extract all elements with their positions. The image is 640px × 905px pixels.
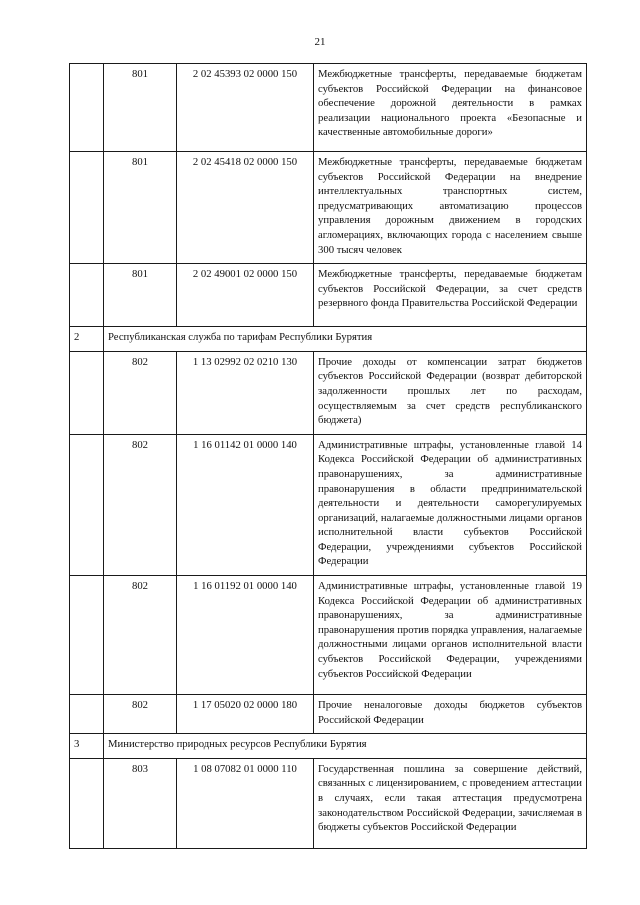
budget-code-cell: 2 02 45418 02 0000 150 [177,152,314,264]
section-number-cell: 2 [70,327,104,352]
budget-code-cell: 1 16 01142 01 0000 140 [177,434,314,575]
description-cell: Межбюджетные трансферты, передаваемые бюджетам субъектов Российской Федерации на внедрение интеллектуальных транспортных систем, предусматривающих автоматизацию процессов управления дорожным движением в городских агломерациях, включающих города с населением свыше 300 тысяч человек [314,152,587,264]
table-row [70,351,587,434]
description-cell: Межбюджетные трансферты, передаваемые бюджетам субъектов Российской Федерации на финансовое обеспечение дорожной деятельности в рамках реализации национального проекта «Безопасные и качественные автомобильные дороги» [314,64,587,152]
row-number-cell [70,758,104,848]
table-row [70,64,587,152]
section-title-cell: Республиканская служба по тарифам Республики Бурятия [104,327,587,352]
budget-code-cell: 1 08 07082 01 0000 110 [177,758,314,848]
admin-code-cell: 803 [104,758,177,848]
description-cell: Прочие доходы от компенсации затрат бюджетов субъектов Российской Федерации (возврат дебиторской задолженности прошлых лет по расходам, осуществляемым за счет средств республиканского бюджета) [314,351,587,434]
admin-code-cell: 802 [104,434,177,575]
section-title-cell: Министерство природных ресурсов Республики Бурятия [104,734,587,759]
row-number-cell [70,351,104,434]
budget-code-cell: 1 13 02992 02 0210 130 [177,351,314,434]
admin-code-cell: 802 [104,695,177,734]
table-row [70,152,587,264]
table-row [70,695,587,734]
row-number-cell [70,576,104,695]
table-row [70,264,587,327]
table-row [70,434,587,575]
budget-code-cell: 2 02 49001 02 0000 150 [177,264,314,327]
revenue-codes-table [69,63,587,849]
description-cell: Административные штрафы, установленные главой 19 Кодекса Российской Федерации об административных правонарушениях, за административные правонарушения против порядка управления, налагаемые должностными лицами органов исполнительной власти субъектов Российской Федерации, учреждениями субъектов Российской Федерации [314,576,587,695]
budget-code-cell: 2 02 45393 02 0000 150 [177,64,314,152]
section-row [70,327,587,352]
row-number-cell [70,695,104,734]
admin-code-cell: 801 [104,64,177,152]
description-cell: Государственная пошлина за совершение действий, связанных с лицензированием, с проведением аттестации в случаях, если такая аттестация предусмотрена законодательством Российской Федерации, зачисляемая в бюджеты субъектов Российской Федерации [314,758,587,848]
row-number-cell [70,434,104,575]
row-number-cell [70,64,104,152]
description-cell: Межбюджетные трансферты, передаваемые бюджетам субъектов Российской Федерации, за счет средств резервного фонда Правительства Российской Федерации [314,264,587,327]
admin-code-cell: 802 [104,351,177,434]
description-cell: Прочие неналоговые доходы бюджетов субъектов Российской Федерации [314,695,587,734]
row-number-cell [70,264,104,327]
row-number-cell [70,152,104,264]
budget-code-cell: 1 17 05020 02 0000 180 [177,695,314,734]
budget-code-cell: 1 16 01192 01 0000 140 [177,576,314,695]
table-row [70,758,587,848]
description-cell: Административные штрафы, установленные главой 14 Кодекса Российской Федерации об административных правонарушениях, за административные правонарушения в области предпринимательской деятельности и деятельности саморегулируемых организаций, налагаемые должностными лицами органов исполнительной власти субъектов Российской Федерации, учреждениями субъектов Российской Федерации [314,434,587,575]
table-row [70,576,587,695]
page-number: 21 [314,36,326,48]
section-row [70,734,587,759]
section-number-cell: 3 [70,734,104,759]
admin-code-cell: 801 [104,152,177,264]
admin-code-cell: 802 [104,576,177,695]
admin-code-cell: 801 [104,264,177,327]
